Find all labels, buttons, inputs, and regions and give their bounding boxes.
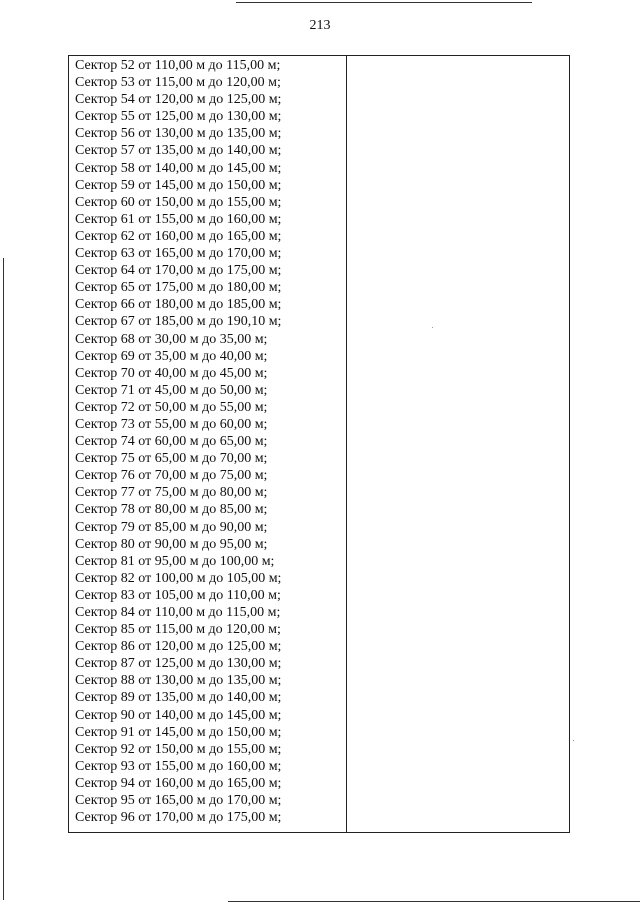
table-row: Сектор 95 от 165,00 м до 170,00 м; <box>75 793 282 809</box>
table-row: Сектор 64 от 170,00 м до 175,00 м; <box>75 263 282 279</box>
table-row: Сектор 72 от 50,00 м до 55,00 м; <box>75 399 268 415</box>
table-row: Сектор 94 от 160,00 м до 165,00 м; <box>75 775 282 791</box>
table-row: Сектор 90 от 140,00 м до 145,00 м; <box>75 707 282 723</box>
table-row: Сектор 56 от 130,00 м до 135,00 м; <box>75 126 282 142</box>
table-row: Сектор 88 от 130,00 м до 135,00 м; <box>75 673 282 689</box>
table-row: Сектор 76 от 70,00 м до 75,00 м; <box>75 468 268 484</box>
column-divider <box>346 56 347 832</box>
table-row: Сектор 74 от 60,00 м до 65,00 м; <box>75 434 268 450</box>
scan-edge-top <box>236 2 532 3</box>
table-row: Сектор 70 от 40,00 м до 45,00 м; <box>75 365 268 381</box>
scan-edge-bottom <box>228 901 640 902</box>
table-row: Сектор 82 от 100,00 м до 105,00 м; <box>75 570 282 586</box>
table-row: Сектор 54 от 120,00 м до 125,00 м; <box>75 92 282 108</box>
table-row: Сектор 87 от 125,00 м до 130,00 м; <box>75 656 282 672</box>
table-row: Сектор 96 от 170,00 м до 175,00 м; <box>75 810 282 826</box>
table-row: Сектор 83 от 105,00 м до 110,00 м; <box>75 587 281 603</box>
table-row: Сектор 62 от 160,00 м до 165,00 м; <box>75 228 282 244</box>
table-row: Сектор 84 от 110,00 м до 115,00 м; <box>75 605 281 620</box>
table-row: Сектор 65 от 175,00 м до 180,00 м; <box>75 280 282 296</box>
sector-table <box>68 55 570 833</box>
table-row: Сектор 63 от 165,00 м до 170,00 м; <box>75 246 282 262</box>
table-row: Сектор 91 от 145,00 м до 150,00 м; <box>75 724 282 740</box>
scan-edge-left <box>3 258 4 900</box>
table-row: Сектор 57 от 135,00 м до 140,00 м; <box>75 143 282 159</box>
table-row: Сектор 71 от 45,00 м до 50,00 м; <box>75 382 268 398</box>
scan-speck <box>573 740 574 741</box>
table-row: Сектор 77 от 75,00 м до 80,00 м; <box>75 485 268 501</box>
table-row: Сектор 85 от 115,00 м до 120,00 м; <box>75 622 281 638</box>
table-row: Сектор 60 от 150,00 м до 155,00 м; <box>75 194 282 210</box>
table-row: Сектор 73 от 55,00 м до 60,00 м; <box>75 416 268 432</box>
table-row: Сектор 52 от 110,00 м до 115,00 м; <box>75 58 281 73</box>
table-row: Сектор 67 от 185,00 м до 190,10 м; <box>75 314 282 330</box>
table-row: Сектор 89 от 135,00 м до 140,00 м; <box>75 690 282 706</box>
table-row: Сектор 92 от 150,00 м до 155,00 м; <box>75 741 282 757</box>
table-row: Сектор 75 от 65,00 м до 70,00 м; <box>75 451 268 467</box>
table-row: Сектор 81 от 95,00 м до 100,00 м; <box>75 553 275 569</box>
table-row: Сектор 66 от 180,00 м до 185,00 м; <box>75 297 282 313</box>
table-row: Сектор 58 от 140,00 м до 145,00 м; <box>75 160 282 176</box>
table-row: Сектор 59 от 145,00 м до 150,00 м; <box>75 177 282 193</box>
table-row: Сектор 68 от 30,00 м до 35,00 м; <box>75 331 268 347</box>
page-number: 213 <box>309 18 331 33</box>
sector-list <box>75 57 281 826</box>
table-row: Сектор 93 от 155,00 м до 160,00 м; <box>75 758 282 774</box>
table-row: Сектор 79 от 85,00 м до 90,00 м; <box>75 519 268 535</box>
table-row: Сектор 55 от 125,00 м до 130,00 м; <box>75 109 282 125</box>
table-row: Сектор 69 от 35,00 м до 40,00 м; <box>75 348 268 364</box>
table-row: Сектор 53 от 115,00 м до 120,00 м; <box>75 75 281 91</box>
table-row: Сектор 86 от 120,00 м до 125,00 м; <box>75 639 282 655</box>
table-row: Сектор 61 от 155,00 м до 160,00 м; <box>75 211 282 227</box>
table-row: Сектор 80 от 90,00 м до 95,00 м; <box>75 536 268 552</box>
scan-speck <box>432 327 433 328</box>
table-row: Сектор 78 от 80,00 м до 85,00 м; <box>75 502 268 518</box>
